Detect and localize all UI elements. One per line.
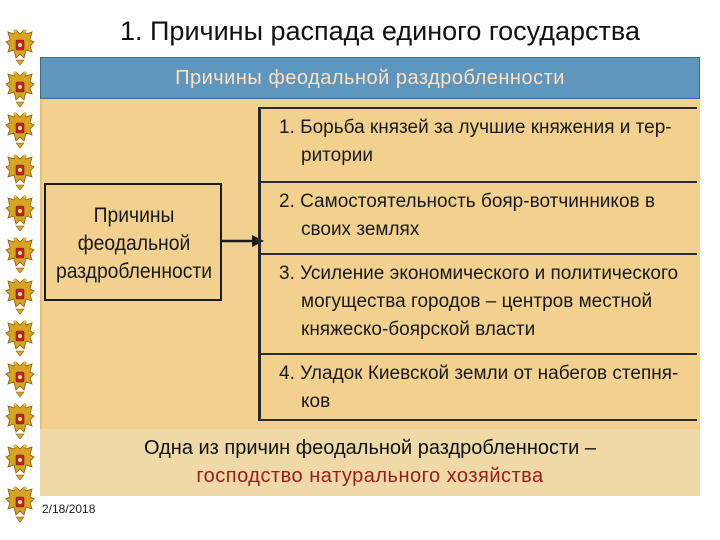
reason-item (261, 181, 697, 253)
double-headed-eagle-emblem-icon (4, 194, 36, 232)
header-bar-text: Причины феодальной раздробленности (175, 67, 565, 89)
reason-text (261, 355, 697, 416)
reason-line: 3. Усиление экономического и политического (279, 263, 679, 284)
double-headed-eagle-emblem-icon (4, 319, 36, 357)
reason-line: могущества городов – центров местной (301, 291, 653, 312)
causes-box-line: Причины (93, 204, 175, 227)
double-headed-eagle-emblem-icon (4, 485, 36, 523)
slide-date: 2/18/2018 (42, 502, 96, 516)
reason-text (261, 109, 697, 170)
causes-box (44, 183, 222, 301)
reason-text (261, 255, 697, 344)
double-headed-eagle-emblem-icon (4, 402, 36, 440)
reason-line: 1. Борьба князей за лучшие княжения и тер- (279, 117, 672, 138)
conclusion-line: Одна из причин феодальной раздробленности – (143, 437, 596, 459)
causes-box-line: раздробленности (55, 260, 213, 283)
causes-diagram (40, 99, 700, 429)
reason-line: ритории (301, 145, 374, 166)
causes-box-text (53, 202, 215, 286)
reason-line: княжеско-боярской власти (301, 319, 536, 340)
reason-item (261, 107, 697, 181)
slide-title: 1. Причины распада единого государства (120, 16, 640, 46)
conclusion-band (40, 429, 700, 496)
reason-item (261, 253, 697, 353)
reason-line: ков (301, 391, 331, 412)
double-headed-eagle-emblem-icon (4, 111, 36, 149)
emblem-strip (0, 28, 40, 528)
reason-item (261, 353, 697, 421)
double-headed-eagle-emblem-icon (4, 360, 36, 398)
reasons-list (258, 107, 697, 421)
header-bar (40, 57, 700, 99)
double-headed-eagle-emblem-icon (4, 443, 36, 481)
conclusion-emphasis: господство натурального хозяйства (196, 465, 544, 487)
causes-box-line: феодальной (77, 232, 191, 255)
double-headed-eagle-emblem-icon (4, 277, 36, 315)
double-headed-eagle-emblem-icon (4, 28, 36, 66)
double-headed-eagle-emblem-icon (4, 236, 36, 274)
reason-line: 4. Уладок Киевской земли от набегов степня- (279, 363, 679, 384)
reason-line: своих землях (301, 219, 420, 240)
reason-line: 2. Самостоятельность бояр-вотчинников в (279, 191, 655, 212)
double-headed-eagle-emblem-icon (4, 70, 36, 108)
double-headed-eagle-emblem-icon (4, 153, 36, 191)
reason-text (261, 183, 697, 244)
